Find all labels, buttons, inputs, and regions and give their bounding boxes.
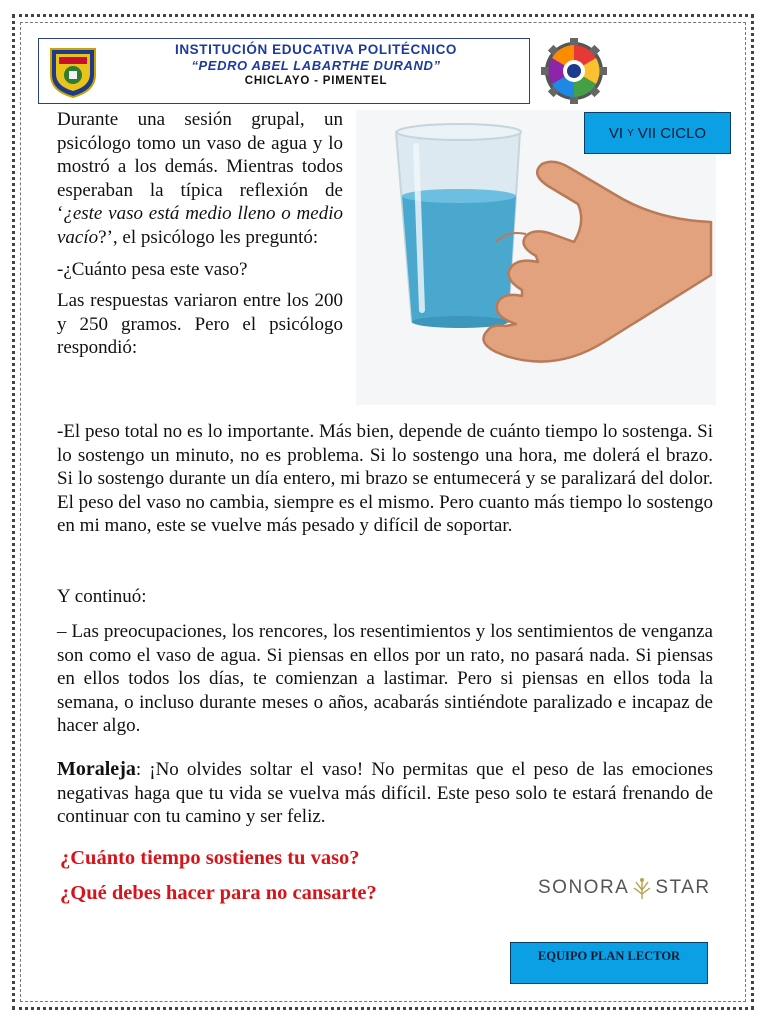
star-sprig-icon [631,876,653,900]
paragraph-5-text: Y continuó: [57,586,147,607]
hand-holding-glass-illustration [356,110,716,405]
header-line-3: CHICLAYO - PIMENTEL [244,75,388,87]
header-line-1: INSTITUCIÓN EDUCATIVA POLITÉCNICO [174,42,458,57]
story-paragraph-5 [57,585,713,609]
ciclo-badge [584,112,731,154]
question-1: ¿Cuánto tiempo sostienes tu vaso? [60,847,360,869]
story-paragraph-6 [57,620,713,738]
ciclo-part-1: VI [608,124,624,142]
moral-text: : ¡No olvides soltar el vaso! No permitas que el peso de las emociones negativas haga que tu vida se vuelva más difícil. Este peso solo te estará frenando de continuar con tu camino y ser feliz. [57,759,713,828]
school-header [38,38,530,104]
header-line-2: “PEDRO ABEL LABARTHE DURAND” [191,58,441,73]
moral-label: Moraleja [57,758,136,780]
question-2: ¿Qué debes hacer para no cansarte? [60,882,377,904]
intro-p1-quote: ¿este vaso está medio lleno o medio vacío [57,203,343,248]
intro-paragraph-2: -¿Cuánto pesa este vaso? [57,258,248,280]
intro-column [57,108,343,368]
school-crest-icon [45,45,101,99]
brand-left-text: SONORA [538,877,630,898]
intro-p1-text-a: Durante una sesión grupal, un psicólogo tomo un vaso de agua y lo mostró a los demás. Mientras todos esperaban la típica reflexión de ‘ [57,109,343,225]
intro-paragraph-1 [57,108,343,250]
equipo-plan-lector-box: EQUIPO PLAN LECTOR [510,942,708,984]
story-paragraph-4 [57,420,713,538]
ciclo-part-2: Y [627,127,634,139]
intro-paragraph-3: Las respuestas variaron entre los 200 y 250 gramos. Pero el psicólogo respondió: [57,290,343,359]
brand-right-text: STAR [655,877,711,898]
intro-p1-text-b: ?’, el psicólogo les preguntó: [98,226,319,248]
moral-paragraph [57,758,713,829]
paragraph-6-text: – Las preocupaciones, los rencores, los resentimientos y los sentimientos de venganza son como el vaso de agua. Si piensas en ellos por un rato, no pasará nada. Si piensas en ellos todos los días, te comienzan a lastimar. Pero si piensas en ellos toda la semana, o incluso durante meses o años, acabarás sintiéndote paralizado e incapaz de hacer algo. [57,621,713,737]
sonora-star-logo [538,876,711,900]
ciclo-part-3: VII CICLO [637,124,707,142]
paragraph-4-text: -El peso total no es lo importante. Más bien, depende de cuánto tiempo lo sostenga. Si lo sostengo un minuto, no es problema. Si lo sostengo una hora, me dolerá el brazo. Si lo sostengo durante un día entero, mi brazo se entumecerá y se paralizará del dolor. El peso del vaso no cambia, siempre es el mismo. Pero cuanto más tiempo lo sostengo en mi mano, este se vuelve más pesado y difícil de soportar. [57,421,713,537]
gear-emblem-icon [538,38,610,104]
